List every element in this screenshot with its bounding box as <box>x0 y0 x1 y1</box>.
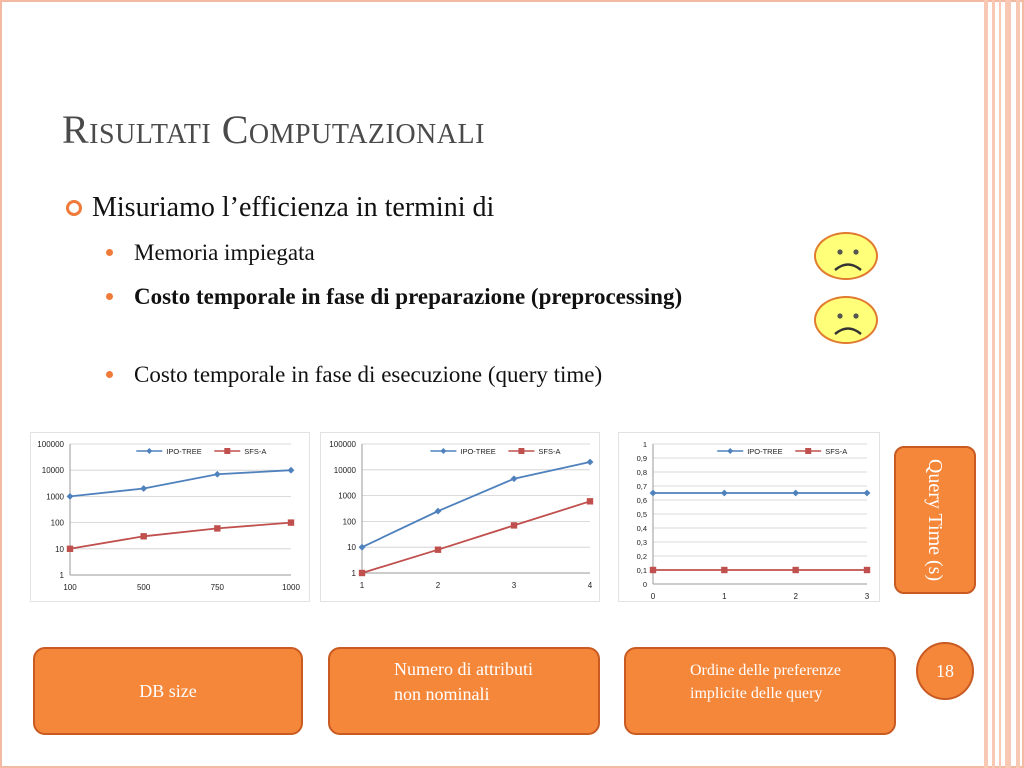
sub-bullet-text: Costo temporale in fase di esecuzione (query time) <box>134 362 603 387</box>
data-point <box>140 533 146 539</box>
data-point <box>435 547 441 553</box>
y-tick-label: 1000 <box>46 492 64 502</box>
decor-stripe <box>992 0 995 768</box>
chart2-x-label: Numero di attributi non nominali <box>394 659 533 704</box>
legend-label: SFS-A <box>538 447 561 456</box>
y-axis-label: Query Time (s) <box>924 458 946 582</box>
bullet-dot-icon <box>106 371 113 378</box>
y-tick-label: 0,3 <box>636 538 647 547</box>
y-tick-label: 0,8 <box>636 468 647 477</box>
chart3-x-label-box <box>624 647 896 735</box>
sub-bullet <box>106 236 426 270</box>
y-tick-label: 10000 <box>333 465 356 475</box>
y-tick-label: 1 <box>351 569 356 578</box>
y-tick-label: 0,4 <box>636 524 647 533</box>
page-number: 18 <box>916 642 974 700</box>
x-tick-label: 1000 <box>282 583 300 592</box>
legend-marker <box>805 448 811 454</box>
y-tick-label: 1000 <box>338 491 356 501</box>
decor-stripe <box>999 0 1001 768</box>
x-tick-label: 4 <box>587 581 593 590</box>
sub-bullet <box>106 280 776 314</box>
bullet-dot-icon <box>106 293 113 300</box>
data-point <box>511 522 517 528</box>
decor-stripe <box>1005 0 1011 768</box>
data-point <box>587 498 593 504</box>
data-point <box>359 570 365 576</box>
x-tick-label: 1 <box>359 581 365 590</box>
data-point <box>721 567 727 573</box>
sub-bullet-text: Memoria impiegata <box>134 240 315 265</box>
y-tick-label: 0,2 <box>636 552 647 561</box>
legend-label: SFS-A <box>244 447 267 456</box>
y-tick-label: 1 <box>59 571 64 580</box>
legend-label: IPO-TREE <box>460 447 496 456</box>
main-bullet-text: Misuriamo l’efficienza in termini di <box>92 192 495 223</box>
data-point <box>288 519 294 525</box>
y-tick-label: 0,9 <box>636 454 647 463</box>
y-tick-label: 100 <box>342 517 356 527</box>
sad-face-icon <box>814 232 878 280</box>
chart-area <box>31 433 310 602</box>
main-bullet <box>66 192 494 224</box>
y-tick-label: 100000 <box>37 440 64 449</box>
y-tick-label: 0,1 <box>636 566 647 575</box>
bullet-ring-icon <box>66 200 82 216</box>
data-point <box>864 567 870 573</box>
slide-title: Risultati Computazionali <box>62 107 485 152</box>
x-tick-label: 2 <box>793 592 798 601</box>
chart1-x-label-box <box>33 647 303 735</box>
legend-marker <box>224 448 230 454</box>
decor-stripe <box>1016 0 1020 768</box>
y-axis-label-box <box>894 446 976 594</box>
y-tick-label: 0,7 <box>636 482 647 491</box>
x-tick-label: 500 <box>136 583 151 592</box>
x-tick-label: 3 <box>864 592 870 601</box>
bullet-dot-icon <box>106 249 113 256</box>
x-tick-label: 2 <box>435 581 441 590</box>
x-tick-label: 3 <box>511 581 517 590</box>
chart3-x-label: Ordine delle preferenze implicite delle query <box>690 662 842 702</box>
x-tick-label: 0 <box>650 592 656 601</box>
x-tick-label: 100 <box>63 583 77 592</box>
data-point <box>792 567 798 573</box>
sub-bullet-text: Costo temporale in fase di preparazione (preprocessing) <box>134 284 683 309</box>
data-point <box>214 525 220 531</box>
data-point <box>650 567 656 573</box>
y-tick-label: 10 <box>55 544 64 554</box>
y-tick-label: 100000 <box>329 440 356 449</box>
y-tick-label: 100 <box>50 518 64 528</box>
legend-label: SFS-A <box>825 447 848 456</box>
chart-preferences <box>618 432 880 602</box>
decor-stripe <box>984 0 988 768</box>
chart1-x-label: DB size <box>139 680 197 701</box>
x-tick-label: 1 <box>722 592 727 601</box>
legend-marker <box>518 448 524 454</box>
x-tick-label: 750 <box>210 583 225 592</box>
legend-label: IPO-TREE <box>166 447 202 456</box>
y-tick-label: 0,5 <box>636 510 647 519</box>
chart-attributes <box>320 432 600 602</box>
sad-face-icon <box>814 296 878 344</box>
y-tick-label: 10 <box>347 543 356 553</box>
legend-label: IPO-TREE <box>747 447 783 456</box>
chart2-x-label-box <box>328 647 600 735</box>
sub-bullet <box>106 358 686 392</box>
chart-db-size <box>30 432 310 602</box>
y-tick-label: 0,6 <box>636 496 647 505</box>
y-tick-label: 0 <box>642 580 647 589</box>
data-point <box>67 546 73 552</box>
y-tick-label: 10000 <box>41 466 64 476</box>
y-tick-label: 1 <box>642 440 647 449</box>
